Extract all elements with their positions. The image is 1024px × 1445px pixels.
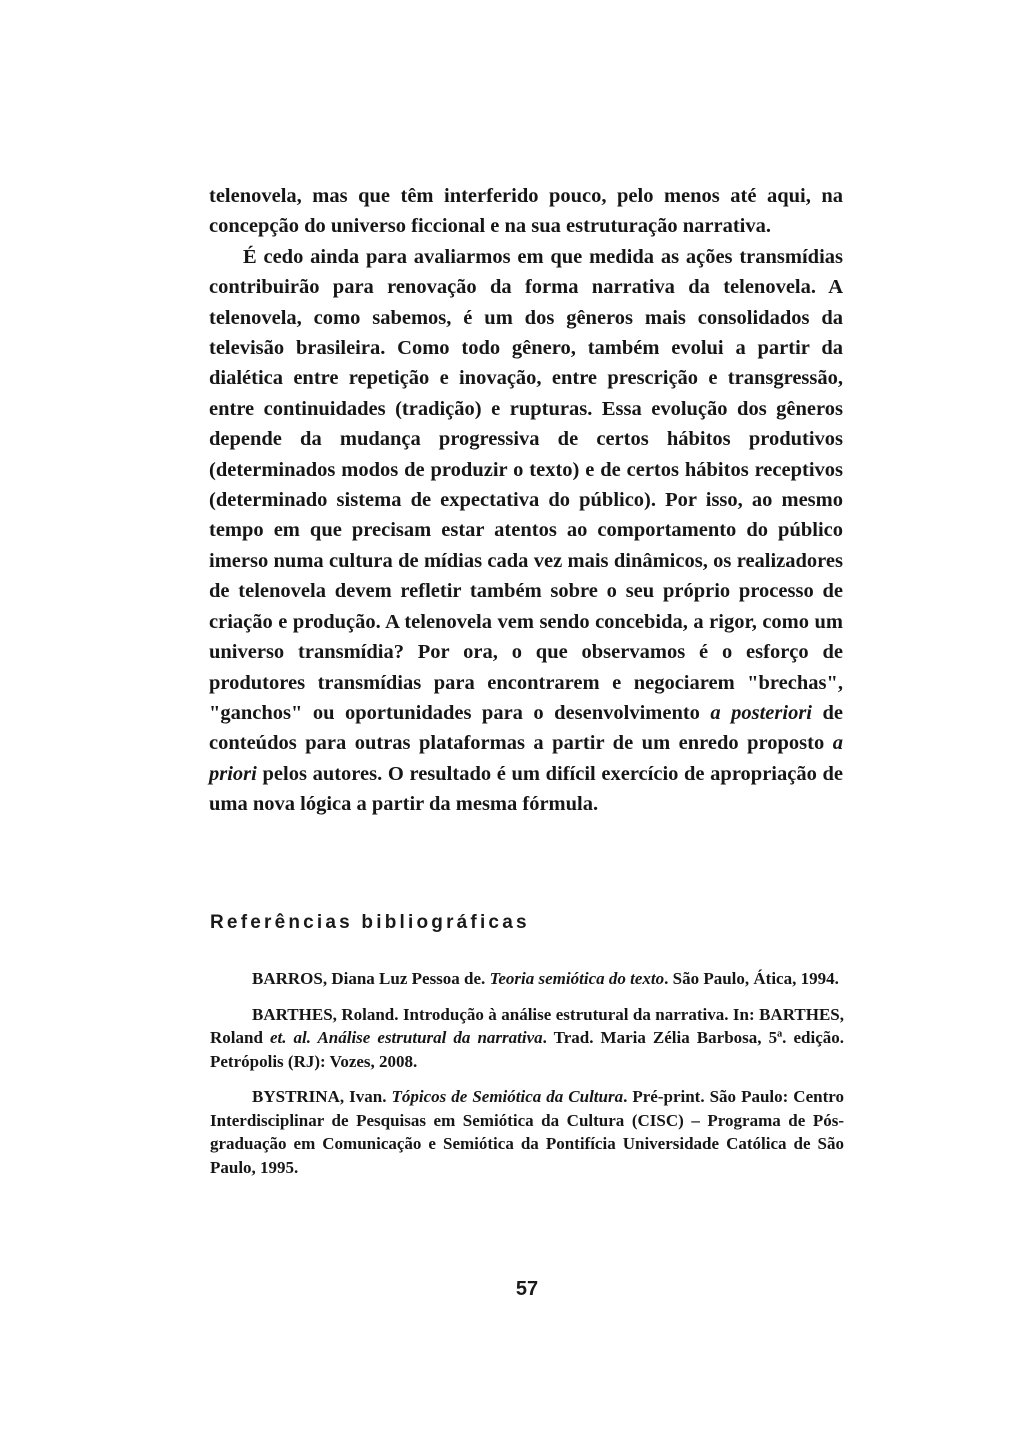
paragraph-2 — [209, 242, 843, 820]
reference-details: . Pré-print. São Paulo: Centro Interdisciplinar de Pesquisas em Semiótica da Cultura (CISC) – Programa de Pós-graduação em Comunicação e Semiótica da Pontifícia Universidade Católica de São Paulo, 1995. — [210, 1087, 844, 1177]
reference-details: . Trad. Maria Zélia Barbosa, 5ª. edição. Petrópolis (RJ): Vozes, 2008. — [210, 1028, 844, 1071]
reference-item — [210, 1003, 844, 1074]
reference-title: Tópicos de Semiótica da Cultura — [391, 1087, 624, 1106]
paragraph-2-italic-1: a posteriori — [710, 701, 813, 724]
reference-author: BARROS, Diana Luz Pessoa de. — [252, 969, 490, 988]
page-number: 57 — [515, 1278, 539, 1300]
reference-title: et. al. Análise estrutural da narrativa — [269, 1028, 543, 1047]
paragraph-2-italic-2: a priori — [209, 732, 843, 785]
reference-title: Teoria semiótica do texto — [489, 969, 665, 988]
reference-author: BYSTRINA, Ivan. — [252, 1087, 392, 1106]
reference-author: BARTHES, Roland. Introdução à análise estrutural da narrativa. In: BARTHES, Roland — [210, 1004, 844, 1047]
reference-item — [210, 1085, 844, 1179]
references-list — [210, 967, 844, 1191]
paragraph-2-part-1: É cedo ainda para avaliarmos em que medida as ações transmídias contribuirão para renovação da forma narrativa da telenovela. A telenovela, como sabemos, é um dos gêneros mais consolidados da televisão brasileira. Como todo gênero, também evolui a partir da dialética entre repetição e inovação, entre prescrição e transgressão, entre continuidades (tradição) e rupturas. Essa evolução dos gêneros depende da mudança progressiva de certos hábitos produtivos (determinados modos de produzir o texto) e de certos hábitos receptivos (determinado sistema de expectativa do público). Por isso, ao mesmo tempo em que precisam estar atentos ao comportamento do público imerso numa cultura de mídias cada vez mais dinâmicos, os realizadores de telenovela devem refletir também sobre o seu próprio processo de criação e produção. A telenovela vem sendo concebida, a rigor, como um universo transmídia? Por ora, o que observamos é o esforço de produtores transmídias para encontrarem e negociarem "brechas", "ganchos" ou oportunidades para o desenvolvimento — [209, 245, 843, 724]
body-text — [209, 181, 843, 820]
paragraph-2-part-2: de conteúdos para outras plataformas a partir de um enredo proposto — [209, 701, 843, 755]
reference-item — [210, 967, 844, 991]
references-heading: Referências bibliográficas — [210, 912, 530, 933]
paragraph-2-part-3: pelos autores. O resultado é um difícil exercício de apropriação de uma nova lógica a partir da mesma fórmula. — [209, 762, 843, 816]
paragraph-1: telenovela, mas que têm interferido pouco, pelo menos até aqui, na concepção do universo ficcional e na sua estruturação narrativa. — [209, 185, 843, 238]
reference-details: . São Paulo, Ática, 1994. — [664, 969, 839, 988]
